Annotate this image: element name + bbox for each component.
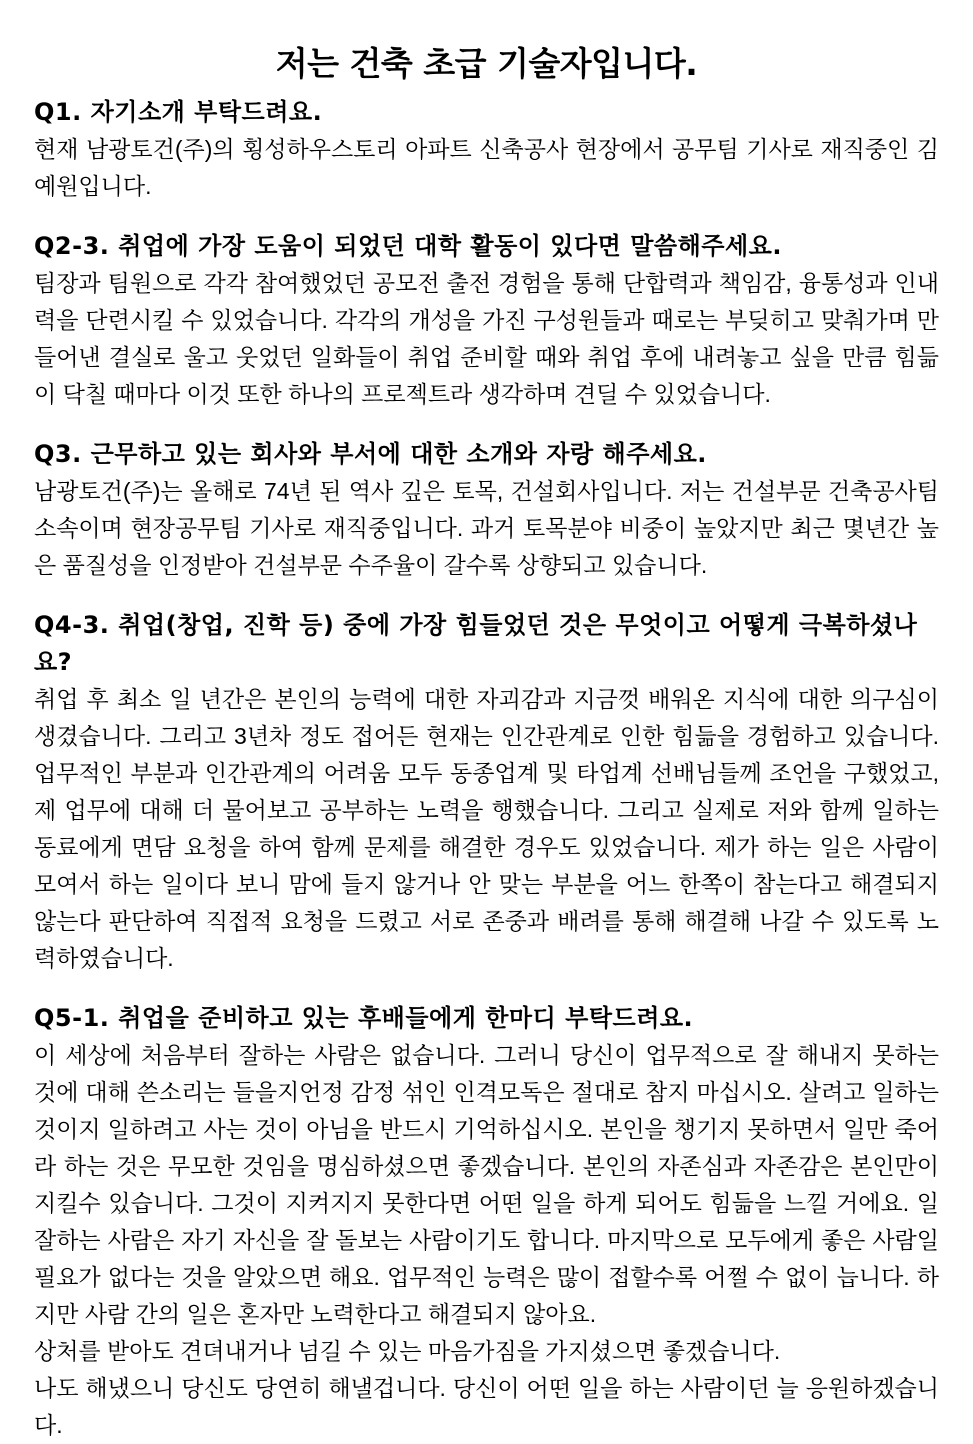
question-heading: Q2-3. 취업에 가장 도움이 되었던 대학 활동이 있다면 말씀해주세요. [34,232,782,260]
qa-section-q1 [34,94,939,205]
qa-section-q5-1 [34,1000,939,1444]
qa-section-q4-3 [34,607,939,977]
answer-paragraph: 현재 남광토건(주)의 횡성하우스토리 아파트 신축공사 현장에서 공무팀 기사로 재직중인 김예원입니다. [34,136,939,199]
question-heading: Q4-3. 취업(창업, 진학 등) 중에 가장 힘들었던 것은 무엇이고 어떻게 극복하셨나요? [34,611,918,676]
question-heading: Q5-1. 취업을 준비하고 있는 후배들에게 한마디 부탁드려요. [34,1004,694,1032]
qa-section-q3 [34,436,939,584]
answer-paragraph: 팀장과 팀원으로 각각 참여했었던 공모전 출전 경험을 통해 단합력과 책임감, 융통성과 인내력을 단련시킬 수 있었습니다. 각각의 개성을 가진 구성원들과 때로는 부딪히고 맞춰가며 만들어낸 결실로 울고 웃었던 일화들이 취업 준비할 때와 취업 후에 내려놓고 싶을 만큼 힘듦이 닥칠 때마다 이것 또한 하나의 프로젝트라 생각하며 견딜 수 있었습니다. [34,270,939,407]
answer-paragraph: 상처를 받아도 견뎌내거나 넘길 수 있는 마음가짐을 가지셨으면 좋겠습니다. [34,1338,781,1364]
page-title: 저는 건축 초급 기술자입니다. [275,44,698,83]
qa-section-q2-3 [34,228,939,413]
answer-paragraph: 남광토건(주)는 올해로 74년 된 역사 깊은 토목, 건설회사입니다. 저는 건설부문 건축공사팀 소속이며 현장공무팀 기사로 재직중입니다. 과거 토목분야 비중이 높았지만 최근 몇년간 높은 품질성을 인정받아 건설부문 수주율이 갈수록 상향되고 있습니다. [34,478,939,578]
answer-paragraph: 취업 후 최소 일 년간은 본인의 능력에 대한 자괴감과 지금껏 배워온 지식에 대한 의구심이 생겼습니다. 그리고 3년차 정도 접어든 현재는 인간관계로 인한 힘듦을 경험하고 있습니다. 업무적인 부분과 인간관계의 어려움 모두 동종업계 및 타업계 선배님들께 조언을 구했었고, 제 업무에 대해 더 물어보고 공부하는 노력을 행했습니다. 그리고 실제로 저와 함께 일하는 동료에게 면담 요청을 하여 함께 문제를 해결한 경우도 있었습니다. 제가 하는 일은 사람이 모여서 하는 일이다 보니 맘에 들지 않거나 안 맞는 부분을 어느 한쪽이 참는다고 해결되지 않는다 판단하여 직접적 요청을 드렸고 서로 존중과 배려를 통해 해결해 나갈 수 있도록 노력하였습니다. [34,686,939,971]
question-heading: Q1. 자기소개 부탁드려요. [34,98,323,126]
question-heading: Q3. 근무하고 있는 회사와 부서에 대한 소개와 자랑 해주세요. [34,440,707,468]
answer-paragraph: 나도 해냈으니 당신도 당연히 해낼겁니다. 당신이 어떤 일을 하는 사람이던 늘 응원하겠습니다. [34,1375,939,1438]
answer-paragraph: 이 세상에 처음부터 잘하는 사람은 없습니다. 그러니 당신이 업무적으로 잘 해내지 못하는 것에 대해 쓴소리는 들을지언정 감정 섞인 인격모독은 절대로 참지 마십시오. 살려고 일하는 것이지 일하려고 사는 것이 아님을 반드시 기억하십시오. 본인을 챙기지 못하면서 일만 죽어라 하는 것은 무모한 것임을 명심하셨으면 좋겠습니다. 본인의 자존심과 자존감은 본인만이 지킬수 있습니다. 그것이 지켜지지 못한다면 어떤 일을 하게 되어도 힘듦을 느낄 거에요. 일 잘하는 사람은 자기 자신을 잘 돌보는 사람이기도 합니다. 마지막으로 모두에게 좋은 사람일 필요가 없다는 것을 알았으면 해요. 업무적인 능력은 많이 접할수록 어쩔 수 없이 늡니다. 하지만 사람 간의 일은 혼자만 노력한다고 해결되지 않아요. [34,1042,939,1327]
